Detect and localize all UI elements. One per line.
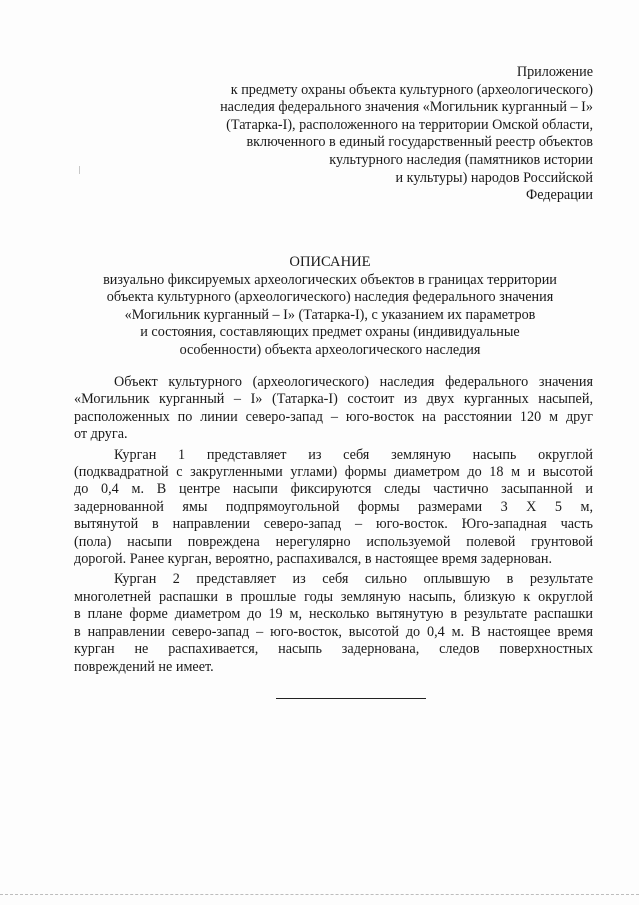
paragraph-object	[74, 374, 593, 444]
title-line: объекта культурного (археологического) наследия федерального значения	[106, 289, 554, 306]
paragraph-kurgan-1	[74, 447, 593, 569]
appendix-header	[173, 64, 593, 205]
appendix-line: культурного наследия (памятников истории	[329, 151, 593, 168]
closing-rule	[276, 698, 426, 699]
body-line: Объект культурного (археологического) наследия федерального значения	[114, 374, 593, 390]
title-block	[60, 254, 600, 360]
title-line: и состояния, составляющих предмет охраны (индивидуальные	[140, 324, 520, 341]
appendix-line: и культуры) народов Российской	[395, 169, 593, 186]
body-line: до 0,4 м. В центре насыпи фиксируются следы частично засыпанной и	[74, 481, 593, 498]
document-heading: ОПИСАНИЕ	[289, 254, 371, 270]
appendix-line: Приложение	[516, 64, 593, 80]
body-line: (подквадратной с закругленными углами) формы диаметром до 18 м и высотой	[74, 464, 593, 481]
document-body	[74, 374, 593, 679]
appendix-line: наследия федерального значения «Могильник курганный – I»	[220, 99, 593, 116]
appendix-line: Федерации	[525, 187, 593, 204]
body-line: повреждений не имеет.	[74, 658, 214, 675]
body-line: Курган 1 представляет из себя земляную насыпь округлой	[114, 446, 593, 463]
body-line: в направлении северо-запад – юго-восток, высотой до 0,4 м. В настоящее время	[74, 623, 593, 640]
scan-bottom-edge	[0, 894, 639, 895]
appendix-line: (Татарка-I), расположенного на территории Омской области,	[226, 116, 593, 133]
body-line: Курган 2 представляет из себя сильно оплывшую в результате	[114, 571, 593, 588]
body-line: расположенных по линии северо-запад – юго-восток на расстоянии 120 м друг	[74, 408, 593, 425]
body-line: (пола) насыпи повреждена нерегулярно используемой полевой грунтовой	[74, 533, 593, 550]
body-line: дорогой. Ранее курган, вероятно, распахивался, в настоящее время задернован.	[74, 551, 553, 568]
body-line: от друга.	[74, 426, 128, 443]
body-line: задернованной ямы подпрямоугольной формы размерами 3 Х 5 м,	[74, 498, 593, 515]
body-line: многолетней распашки в прошлые годы земляную насыпь, близкую к округлой	[74, 588, 593, 605]
body-line: вытянутой в направлении северо-запад – юго-восток. Юго-западная часть	[74, 516, 593, 533]
scan-mark	[79, 166, 80, 174]
body-line: «Могильник курганный – I» (Татарка-I) состоит из двух курганных насыпей,	[74, 391, 593, 408]
body-line: курган не распахивается, насыпь задернована, следов поверхностных	[74, 641, 593, 658]
title-line: особенности) объекта археологического наследия	[179, 341, 481, 358]
appendix-line: к предмету охраны объекта культурного (археологического)	[230, 81, 593, 98]
paragraph-kurgan-2	[74, 571, 593, 675]
body-line: в плане форме диаметром до 19 м, несколько вытянутую в результате распашки	[74, 606, 593, 623]
title-line: визуально фиксируемых археологических объектов в границах территории	[103, 271, 557, 288]
title-line: «Могильник курганный – I» (Татарка-I), с указанием их параметров	[124, 306, 536, 323]
appendix-line: включенного в единый государственный реестр объектов	[246, 134, 593, 151]
